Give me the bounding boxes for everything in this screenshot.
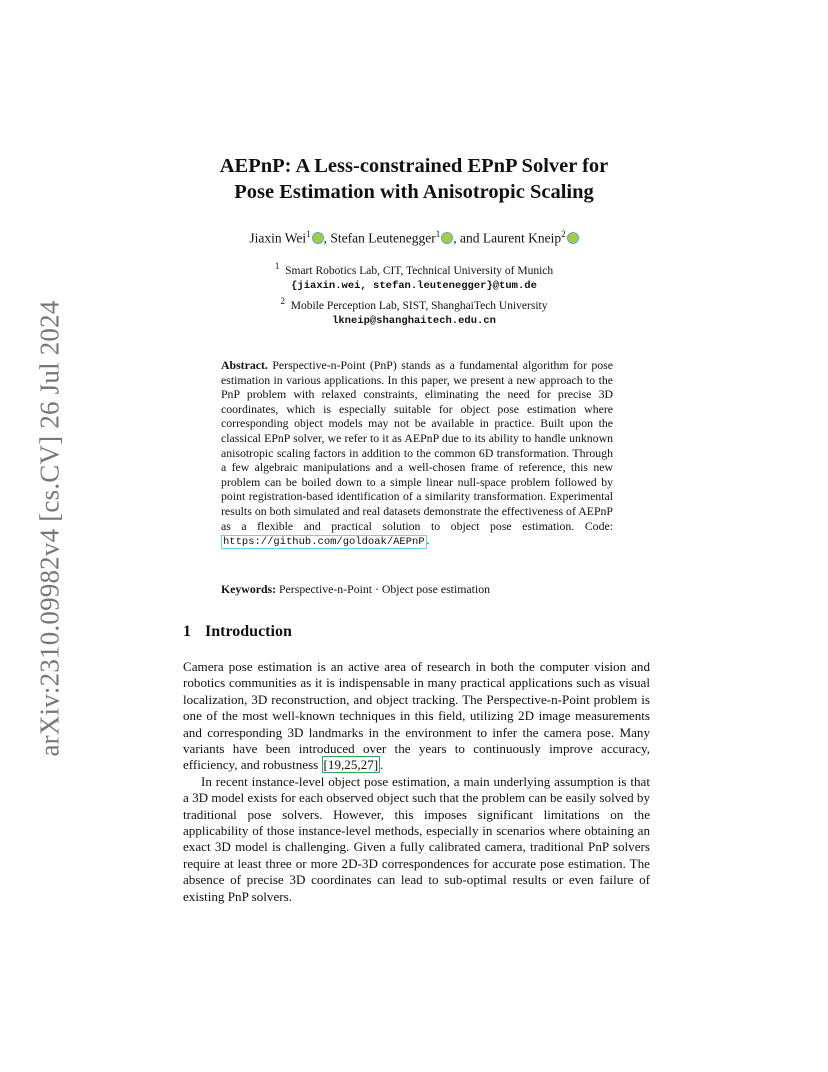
section-number: 1 bbox=[183, 623, 191, 640]
affiliations bbox=[150, 259, 678, 329]
keywords-label: Keywords: bbox=[221, 582, 277, 596]
author-affiliation-mark: 1 bbox=[435, 229, 441, 239]
abstract bbox=[221, 358, 613, 550]
title-line-1: AEPnP: A Less-constrained EPnP Solver for bbox=[219, 155, 609, 177]
affiliation-text: Smart Robotics Lab, CIT, Technical University of Munich bbox=[285, 264, 554, 277]
author-name: Jiaxin Wei bbox=[249, 230, 307, 246]
affiliation-text: Mobile Perception Lab, SIST, ShanghaiTech University bbox=[290, 299, 548, 312]
author-conjunction: , and bbox=[453, 230, 483, 246]
affiliation-2 bbox=[150, 294, 678, 314]
author-list bbox=[150, 229, 678, 247]
abstract-label: Abstract. bbox=[221, 358, 268, 372]
keywords-text: Perspective-n-Point · Object pose estimation bbox=[279, 582, 490, 596]
author-affiliation-mark: 2 bbox=[561, 229, 566, 239]
abstract-end: . bbox=[426, 533, 430, 548]
orcid-icon[interactable] bbox=[441, 232, 453, 244]
orcid-icon[interactable] bbox=[567, 232, 579, 244]
orcid-icon[interactable] bbox=[312, 232, 324, 244]
section-title: Introduction bbox=[205, 623, 292, 640]
title-line-2: Pose Estimation with Anisotropic Scaling bbox=[234, 181, 594, 203]
author-separator: , bbox=[323, 230, 331, 246]
affiliation-email[interactable]: lkneip@shanghaitech.edu.cn bbox=[332, 314, 496, 327]
author-affiliation-mark: 1 bbox=[306, 229, 311, 239]
paper-title bbox=[150, 153, 678, 205]
affiliation-email[interactable]: {jiaxin.wei, stefan.leutenegger}@tum.de bbox=[291, 279, 537, 292]
author-name: Stefan Leutenegger bbox=[330, 230, 436, 246]
affiliation-1 bbox=[150, 259, 678, 279]
abstract-text: Perspective-n-Point (PnP) stands as a fundamental algorithm for pose estimation in various applications. In this paper, we present a new approach to the PnP problem with relaxed constraints, eliminating the need for precise 3D coordinates, which is especially suitable for object pose estimation where corresponding object models may not be available in practice. Built upon the classical EPnP solver, we refer to it as AEPnP due to its ability to handle unknown anisotropic scaling factors in addition to the common 6D transformation. Through a few algebraic manipulations and a well-chosen frame of reference, this new problem can be boiled down to a simple linear null-space problem followed by point registration-based identification of a similarity transformation. Experimental results on both simulated and real datasets demonstrate the effectiveness of AEPnP as a flexible and practical solution to object pose estimation. Code: bbox=[221, 358, 613, 533]
paragraph-end: . bbox=[380, 757, 384, 773]
arxiv-identifier bbox=[22, 298, 78, 758]
author-name: Laurent Kneip bbox=[482, 230, 562, 246]
paragraph: In recent instance-level object pose estimation, a main underlying assumption is that a 3D model exists for each observed object such that the problem can be easily solved by traditional pose solvers. However, this imposes significant limitations on the applicability of those instance-level methods, especially in scenarios where obtaining an exact 3D model is challenging. Given a fully calibrated camera, traditional PnP solvers require at least three or more 2D-3D correspondences for accurate pose estimation. The absence of precise 3D coordinates can lead to sub-optimal results or even failure of existing PnP solvers. bbox=[183, 773, 650, 904]
keywords bbox=[221, 582, 613, 597]
affiliation-mark: 1 bbox=[274, 261, 280, 271]
citation-link[interactable]: [19,25,27] bbox=[323, 757, 379, 773]
affiliation-mark: 2 bbox=[280, 295, 285, 306]
paragraph bbox=[183, 659, 650, 774]
paragraph-text: Camera pose estimation is an active area of research in both the computer vision and robotics communities as it is indispensable in many practical applications such as visual localization, 3D reconstruction, and object tracking. The Perspective-n-Point problem is one of the most well-known techniques in this field, utilizing 2D image measurements and corresponding 3D landmarks in the environment to infer the camera pose. Many variants have been introduced over the years to continuously improve accuracy, efficiency, and robustness bbox=[183, 659, 650, 773]
arxiv-identifier-text: arXiv:2310.09982v4 [cs.CV] 26 Jul 2024 bbox=[34, 299, 65, 757]
body-text bbox=[183, 659, 650, 905]
code-link[interactable]: https://github.com/goldoak/AEPnP bbox=[223, 536, 425, 549]
section-heading bbox=[183, 623, 292, 641]
